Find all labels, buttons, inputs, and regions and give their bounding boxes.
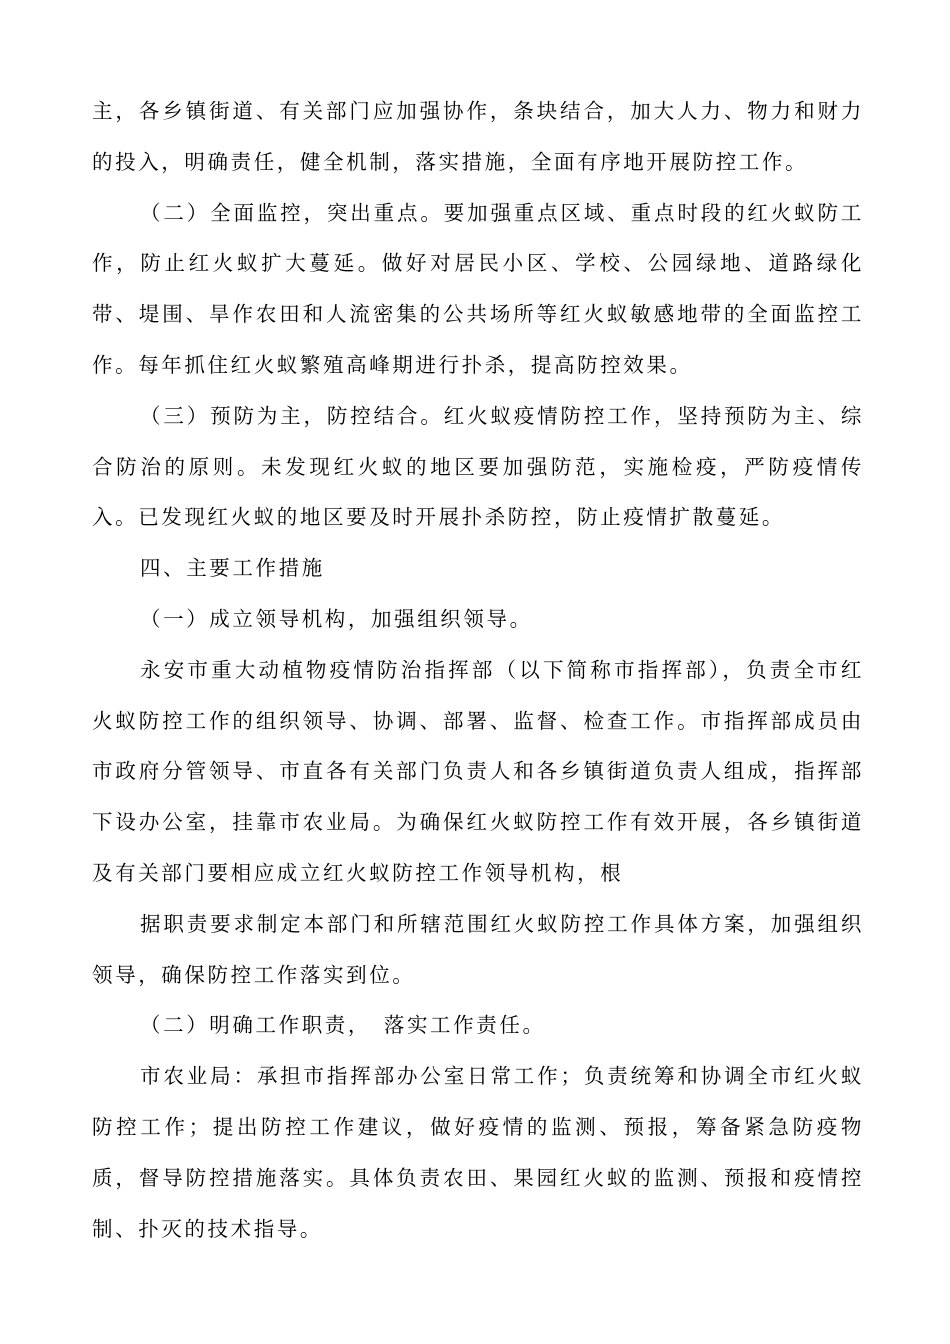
subsection-heading-1: （一）成立领导机构，加强组织领导。 bbox=[140, 606, 533, 631]
document-page bbox=[92, 86, 864, 1254]
section-heading-4: 四、主要工作措施 bbox=[140, 556, 325, 581]
paragraph-3: （三）预防为主，防控结合。红火蚁疫情防控工作，坚持预防为主、综合防治的原则。未发现红火蚁的地区要加强防范，实施检疫，严防疫情传入。已发现红火蚁的地区要及时开展扑杀防控，防止疫情扩散蔓延。 bbox=[92, 403, 864, 530]
paragraph-9: 市农业局：承担市指挥部办公室日常工作；负责统筹和协调全市红火蚁防控工作；提出防控工作建议，做好疫情的监测、预报，筹备紧急防疫物质，督导防控措施落实。具体负责农田、果园红火蚁的监测、预报和疫情控制、扑灭的技术指导。 bbox=[92, 1064, 864, 1241]
paragraph-7: 据职责要求制定本部门和所辖范围红火蚁防控工作具体方案，加强组织领导，确保防控工作落实到位。 bbox=[92, 911, 864, 987]
paragraph-2: （二）全面监控，突出重点。要加强重点区域、重点时段的红火蚁防工作，防止红火蚁扩大蔓延。做好对居民小区、学校、公园绿地、道路绿化带、堤围、旱作农田和人流密集的公共场所等红火蚁敏感地带的全面监控工作。每年抓住红火蚁繁殖高峰期进行扑杀，提高防控效果。 bbox=[92, 200, 864, 377]
paragraph-6: 永安市重大动植物疫情防治指挥部（以下简称市指挥部），负责全市红火蚁防控工作的组织领导、协调、部署、监督、检查工作。市指挥部成员由市政府分管领导、市直各有关部门负责人和各乡镇街道负责人组成，指挥部下设办公室，挂靠市农业局。为确保红火蚁防控工作有效开展，各乡镇街道及有关部门要相应成立红火蚁防控工作领导机构，根 bbox=[92, 657, 864, 885]
paragraph-1: 主，各乡镇街道、有关部门应加强协作，条块结合，加大人力、物力和财力的投入，明确责任，健全机制，落实措施，全面有序地开展防控工作。 bbox=[92, 99, 864, 174]
subsection-heading-2: （二）明确工作职责， 落实工作责任。 bbox=[140, 1013, 546, 1038]
